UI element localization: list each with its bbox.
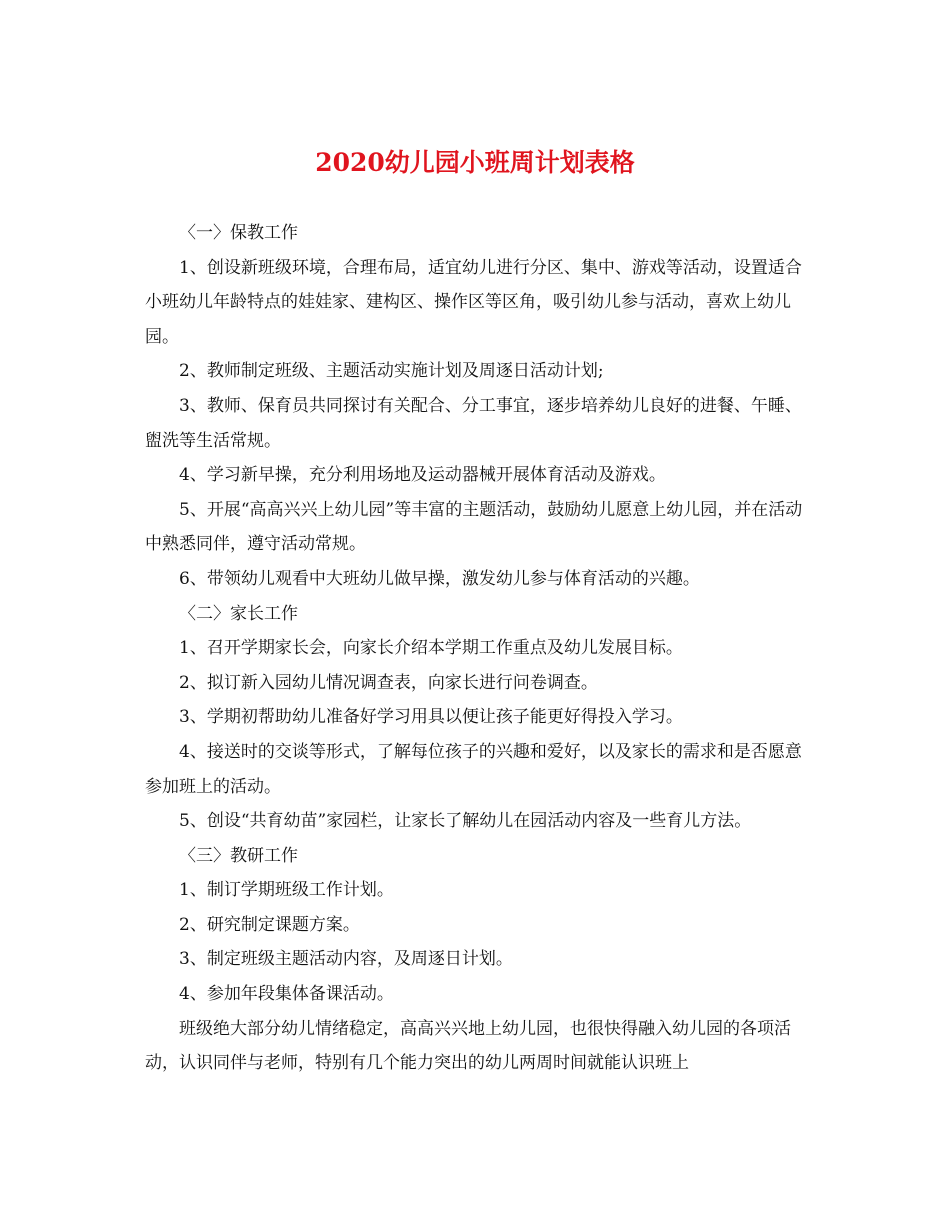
paragraph: 2、研究制定课题方案。	[179, 914, 360, 935]
document-body	[145, 216, 817, 1081]
section-heading-childcare: 〈一〉保教工作	[179, 223, 298, 243]
paragraph: 4、接送时的交谈等形式，了解每位孩子的兴趣和爱好，以及家长的需求和是否愿意参加班上的活动。	[145, 741, 802, 797]
paragraph: 班级绝大部分幼儿情绪稳定，高高兴兴地上幼儿园，也很快得融入幼儿园的各项活动，认识同伴与老师，特别有几个能力突出的幼儿两周时间就能认识班上	[145, 1018, 791, 1074]
section-heading-parents: 〈二〉家长工作	[179, 603, 298, 624]
paragraph: 3、学期初帮助幼儿准备好学习用具以便让孩子能更好得投入学习。	[179, 707, 683, 728]
paragraph: 3、制定班级主题活动内容，及周逐日计划。	[179, 949, 513, 970]
document-title: 2020幼儿园小班周计划表格	[315, 148, 635, 177]
paragraph: 1、召开学期家长会，向家长介绍本学期工作重点及幼儿发展目标。	[179, 638, 683, 659]
paragraph: 5、开展“高高兴兴上幼儿园”等丰富的主题活动，鼓励幼儿愿意上幼儿园，并在活动中熟悉同伴，遵守活动常规。	[145, 499, 803, 555]
paragraph: 2、教师制定班级、主题活动实施计划及周逐日活动计划;	[179, 361, 604, 382]
section-heading-research: 〈三〉教研工作	[179, 845, 298, 866]
paragraph: 4、参加年段集体备课活动。	[179, 984, 394, 1005]
paragraph: 6、带领幼儿观看中大班幼儿做早操，激发幼儿参与体育活动的兴趣。	[179, 568, 700, 589]
paragraph: 2、拟订新入园幼儿情况调查表，向家长进行问卷调查。	[179, 672, 598, 693]
paragraph: 5、创设“共育幼苗”家园栏，让家长了解幼儿在园活动内容及一些育儿方法。	[179, 811, 752, 832]
paragraph: 1、制订学期班级工作计划。	[179, 880, 394, 901]
paragraph: 4、学习新早操，充分利用场地及运动器械开展体育活动及游戏。	[179, 465, 666, 486]
paragraph: 3、教师、保育员共同探讨有关配合、分工事宜，逐步培养幼儿良好的进餐、午睡、盥洗等生活常规。	[145, 395, 802, 451]
paragraph: 1、创设新班级环境，合理布局，适宜幼儿进行分区、集中、游戏等活动，设置适合小班幼儿年龄特点的娃娃家、建构区、操作区等区角，吸引幼儿参与活动，喜欢上幼儿园。	[145, 257, 802, 347]
